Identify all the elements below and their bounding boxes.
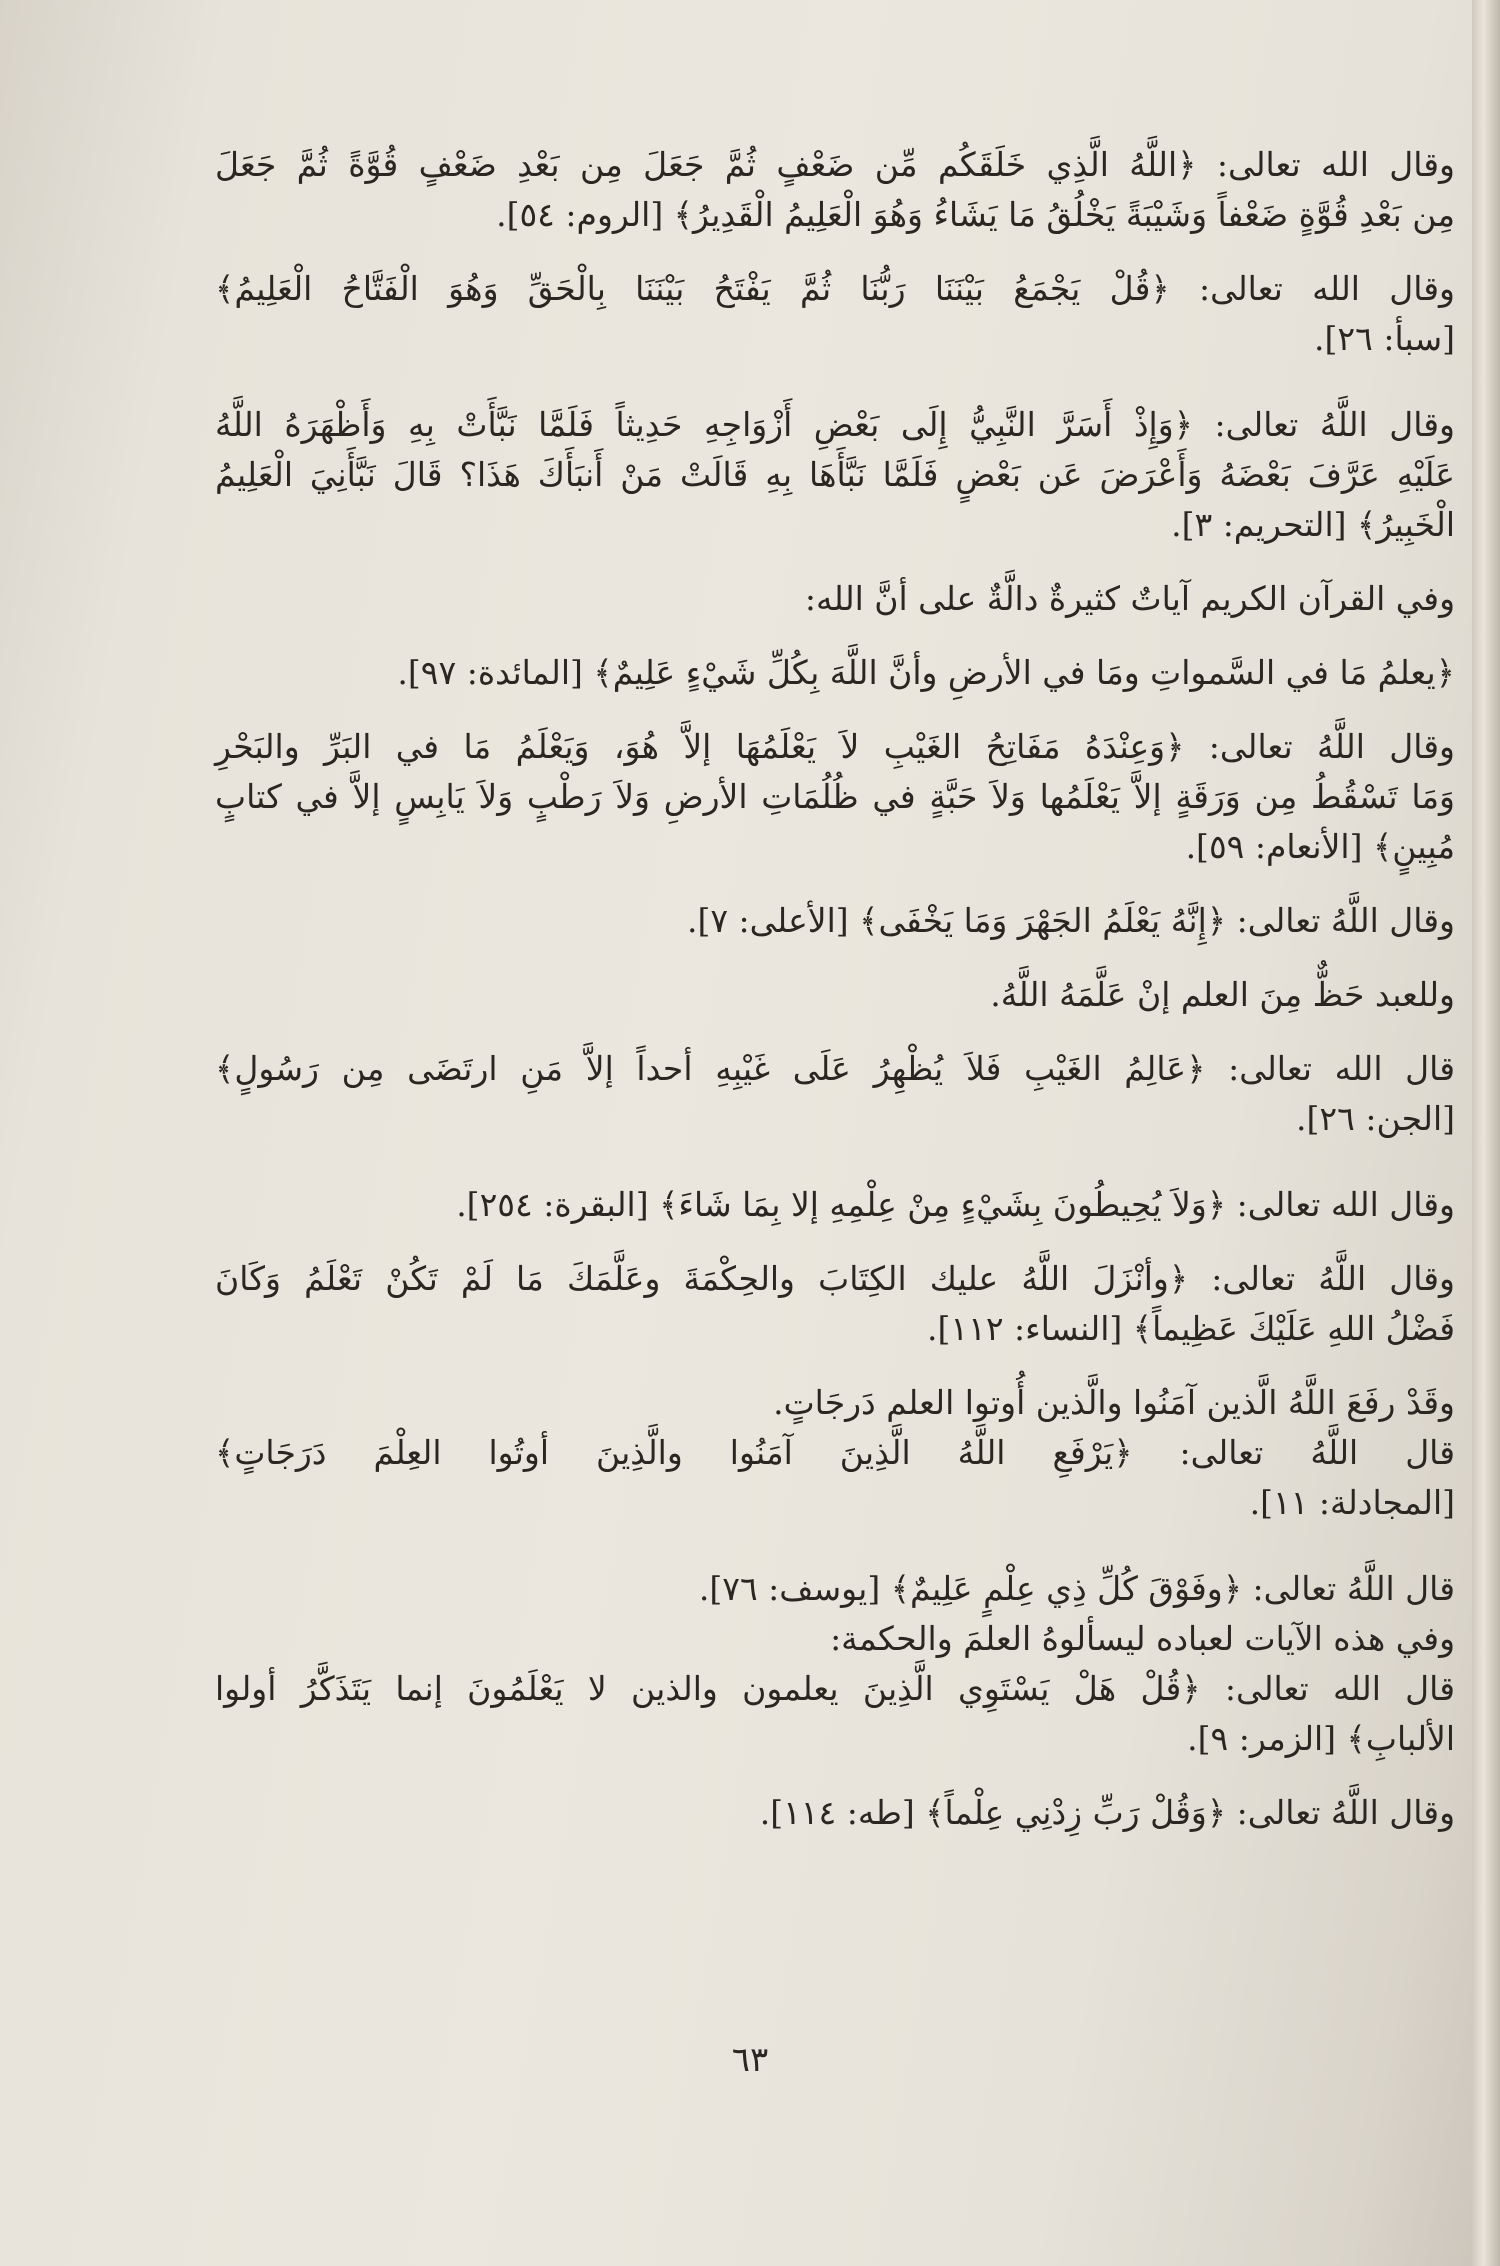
text-line: وفي القرآن الكريم آياتٌ كثيرةٌ دالَّةٌ على أنَّ الله:	[804, 579, 1455, 618]
text-line: [سبأ: ٢٦].	[1314, 319, 1455, 358]
text-line: مُبِينٍ﴾ [الأنعام: ٥٩].	[1185, 827, 1455, 866]
text-line: مِن بَعْدِ قُوَّةٍ ضَعْفاً وَشَيْبَةً يَخْلُقُ مَا يَشَاءُ وَهُوَ الْعَلِيمُ الْقَدِيرُ﴾ [الروم: ٥٤].	[496, 195, 1455, 234]
text-line: قال اللَّهُ تعالى: ﴿يَرْفَعِ اللَّهُ الَّذِينَ آمَنُوا والَّذِينَ أوتُوا العِلْمَ دَرَجَاتٍ﴾	[215, 1433, 1455, 1472]
text-line: وللعبد حَظٌّ مِنَ العلم إنْ عَلَّمَهُ اللَّهُ.	[990, 975, 1455, 1014]
text-line: [المجادلة: ١١].	[1249, 1483, 1455, 1522]
page-number: ٦٣	[731, 2040, 769, 2080]
text-line: وقال الله تعالى: ﴿اللَّهُ الَّذِي خَلَقَكُم مِّن ضَعْفٍ ثُمَّ جَعَلَ مِن بَعْدِ ضَعْفٍ قُوَّةً ثُمَّ جَعَلَ	[215, 145, 1455, 184]
text-line: فَضْلُ اللهِ عَلَيْكَ عَظِيماً﴾ [النساء: ١١٢].	[927, 1309, 1455, 1348]
text-line: قال الله تعالى: ﴿عَالِمُ الغَيْبِ فَلاَ يُظْهِرُ عَلَى غَيْبِهِ أحداً إلاَّ مَنِ ارتَضَى مِن رَسُولٍ﴾	[215, 1049, 1455, 1088]
text-line: ﴿يعلمُ مَا في السَّمواتِ ومَا في الأرضِ وأنَّ اللَّهَ بِكُلِّ شَيْءٍ عَلِيمٌ﴾ [المائدة: ٩٧].	[397, 653, 1455, 692]
text-line: قال اللَّهُ تعالى: ﴿وفَوْقَ كُلِّ ذِي عِلْمٍ عَلِيمٌ﴾ [يوسف: ٧٦].	[698, 1569, 1455, 1608]
text-line: وقال الله تعالى: ﴿وَلاَ يُحِيطُونَ بِشَيْءٍ مِنْ عِلْمِهِ إلا بِمَا شَاءَ﴾ [البقرة: ٢٥٤].	[456, 1185, 1455, 1224]
text-line: عَلَيْهِ عَرَّفَ بَعْضَهُ وَأَعْرَضَ عَن بَعْضٍ فَلَمَّا نَبَّأَهَا بِهِ قَالَتْ مَنْ أَنبَأَكَ هَذَا؟ قَالَ نَبَّأَنِيَ الْعَلِيمُ	[215, 455, 1455, 494]
arabic-text-body	[215, 140, 1455, 1838]
text-line: وفي هذه الآيات لعباده ليسألوهُ العلمَ والحكمة:	[830, 1619, 1455, 1658]
text-line: قال الله تعالى: ﴿قُلْ هَلْ يَسْتَوِي الَّذِينَ يعلمون والذين لا يَعْلَمُونَ إنما يَتَذَكَّرُ أولوا	[215, 1669, 1455, 1708]
text-line: وقال اللَّهُ تعالى: ﴿وأنْزَلَ اللَّهُ عليك الكِتَابَ والحِكْمَةَ وعَلَّمَكَ مَا لَمْ تَكُنْ تَعْلَمُ وَكَانَ	[215, 1259, 1455, 1298]
text-line: وقال اللَّهُ تعالى: ﴿وَعِنْدَهُ مَفَاتِحُ الغَيْبِ لاَ يَعْلَمُهَا إلاَّ هُوَ، وَيَعْلَمُ مَا في البَرِّ والبَحْرِ	[215, 727, 1455, 766]
text-line: وقال اللَّهُ تعالى: ﴿إِنَّهُ يَعْلَمُ الجَهْرَ وَمَا يَخْفَى﴾ [الأعلى: ٧].	[686, 901, 1455, 940]
text-line: وقَدْ رفَعَ اللَّهُ الَّذين آمَنُوا والَّذين أُوتوا العلم دَرجَاتٍ.	[773, 1383, 1455, 1422]
text-line: وقال الله تعالى: ﴿قُلْ يَجْمَعُ بَيْنَنَا رَبُّنَا ثُمَّ يَفْتَحُ بَيْنَنَا بِالْحَقِّ وَهُوَ الْفَتَّاحُ الْعَلِيمُ﴾	[215, 269, 1455, 308]
page-edge	[1472, 0, 1500, 2266]
text-line: الألبابِ﴾ [الزمر: ٩].	[1187, 1719, 1455, 1758]
text-line: الْخَبِيرُ﴾ [التحريم: ٣].	[1171, 505, 1455, 544]
text-line: وقال اللَّهُ تعالى: ﴿وَإِذْ أَسَرَّ النَّبِيُّ إِلَى بَعْضِ أَزْوَاجِهِ حَدِيثاً فَلَمَّا نَبَّأَتْ بِهِ وَأَظْهَرَهُ اللَّهُ	[215, 405, 1455, 444]
text-line: وَمَا تَسْقُطُ مِن وَرَقَةٍ إلاَّ يَعْلَمُها وَلاَ حَبَّةٍ في ظُلُمَاتِ الأرضِ وَلاَ رَطْبٍ وَلاَ يَابِسٍ إلاَّ في كتابٍ	[215, 777, 1455, 816]
text-line: وقال اللَّهُ تعالى: ﴿وَقُلْ رَبِّ زِدْنِي عِلْماً﴾ [طه: ١١٤].	[759, 1793, 1455, 1832]
text-line: [الجن: ٢٦].	[1296, 1099, 1455, 1138]
